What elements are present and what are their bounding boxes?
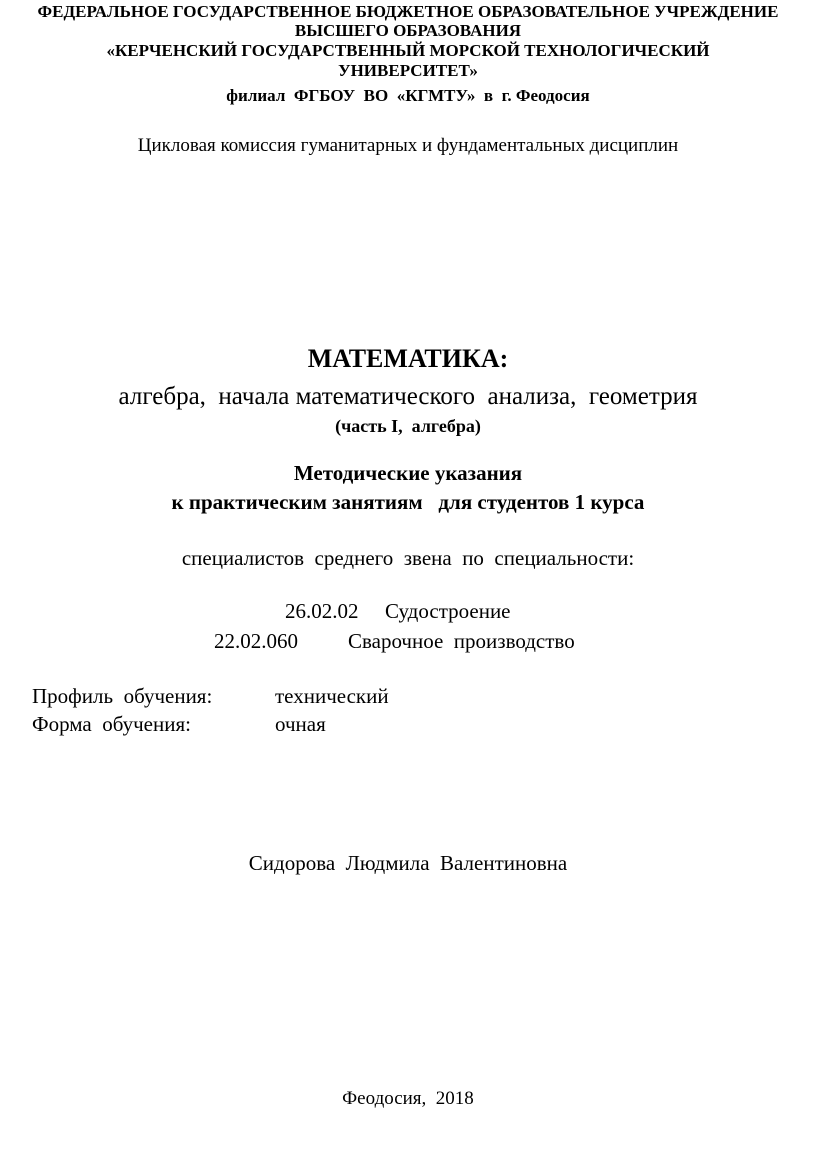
header-line-1: ФЕДЕРАЛЬНОЕ ГОСУДАРСТВЕННОЕ БЮДЖЕТНОЕ ОБРАЗОВАТЕЛЬНОЕ УЧРЕЖДЕНИЕ — [37, 2, 779, 21]
header-line-3: «КЕРЧЕНСКИЙ ГОСУДАРСТВЕННЫЙ МОРСКОЙ ТЕХНОЛОГИЧЕСКИЙ — [106, 41, 710, 60]
specialty-code-2: 22.02.060 — [214, 629, 298, 653]
guidelines-line-1: Методические указания — [293, 461, 523, 485]
guidelines-line-2: к практическим занятиям для студентов 1 курса — [171, 490, 645, 514]
specialty-name-1: Судостроение — [385, 599, 511, 623]
profile-label: Профиль обучения: — [32, 684, 213, 708]
header-branch: филиал ФГБОУ ВО «КГМТУ» в г. Феодосия — [226, 86, 590, 105]
header-line-2: ВЫСШЕГО ОБРАЗОВАНИЯ — [294, 21, 522, 40]
specialty-name-2: Сварочное производство — [348, 629, 575, 653]
document-title: МАТЕМАТИКА: — [307, 344, 509, 373]
profile-value: технический — [275, 684, 389, 708]
specialists-line: специалистов среднего звена по специальности: — [181, 546, 635, 570]
header-line-4: УНИВЕРСИТЕТ» — [338, 61, 478, 80]
commission-name: Цикловая комиссия гуманитарных и фундаментальных дисциплин — [137, 135, 679, 156]
document-part: (часть I, алгебра) — [335, 416, 481, 436]
footer-city-year: Феодосия, 2018 — [342, 1088, 474, 1109]
document-subtitle: алгебра, начала математического анализа, геометрия — [118, 383, 698, 410]
specialty-code-1: 26.02.02 — [285, 599, 359, 623]
form-value: очная — [275, 712, 326, 736]
author-name: Сидорова Людмила Валентиновна — [248, 851, 568, 875]
form-label: Форма обучения: — [32, 712, 191, 736]
